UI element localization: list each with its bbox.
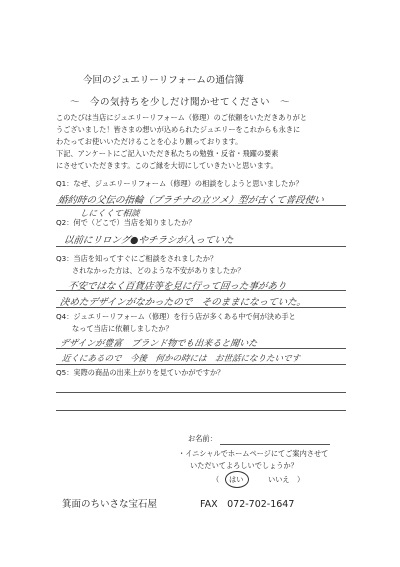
question-4: Q4：ジュエリーリフォーム（修理）を行う店が多くある中で何が決め手と — [56, 312, 296, 321]
answer-4-line-1: デザインが豊富 ブランド物でも出来ると聞いた — [59, 339, 258, 349]
answer-line — [56, 348, 346, 349]
form-title: 今回のジュエリーリフォームの通信簿 — [83, 75, 244, 86]
answer-1-line-1: 婚約時の父伝の指輪（プラチナの立ツメ）型が古くて普段使い — [57, 195, 325, 206]
answer-4-line-2: 近くにあるので 今後 何かの時には お世話になりたいです — [61, 354, 301, 364]
answer-3-line-1: 不安ではなく百貨店等を見に行って回った事があり — [67, 281, 288, 292]
name-label: お名前： — [188, 434, 217, 443]
answer-line — [56, 364, 346, 365]
intro-line: このたびは当店にジュエリーリフォーム（修理）のご依頼をいただきありがと — [56, 113, 308, 122]
question-3-sub: されなかった方は、どのような不安がありましたか？ — [72, 266, 245, 275]
option-yes[interactable]: はい — [229, 475, 244, 484]
options-open-paren: （ — [212, 475, 220, 484]
intro-line: にさせていただきます。このご縁を大切にしていきたいと思います。 — [56, 161, 278, 170]
form-subtitle: ～ 今の気持ちを少しだけ聞かせてください ～ — [70, 97, 291, 108]
intro-line: わたってお使いいただけることを心より願っております。 — [56, 137, 243, 146]
intro-line: 下記、アンケートにご記入いただき私たちの勉強・反省・飛躍の要素 — [56, 149, 279, 158]
answer-line — [56, 392, 346, 393]
answer-line — [56, 205, 346, 206]
answer-line — [56, 290, 346, 291]
options-close-paren: ） — [297, 475, 305, 484]
answer-line — [56, 410, 346, 411]
answer-1-line-2: しにくくて相談 — [79, 209, 141, 219]
question-2: Q2：何で（どこで）当店を知りましたか？ — [56, 218, 196, 227]
answer-line — [56, 307, 346, 308]
name-field-line — [220, 444, 330, 445]
intro-paragraph — [56, 112, 307, 172]
question-3: Q3：当店を知ってすぐにご相談をされましたか？ — [56, 254, 218, 263]
question-1: Q1：なぜ、ジュエリーリフォーム（修理）の相談をしようと思いましたか？ — [56, 179, 303, 188]
answer-2: 以前にリロング●やチラシが入っていた — [63, 235, 235, 246]
fax-number: FAX 072-702-1647 — [200, 499, 295, 510]
initial-note-line-1: ・イニシャルでホームページにてご案内させて — [178, 449, 329, 458]
shop-name: 箕面のちいさな宝石屋 — [62, 499, 158, 510]
question-4-sub: なって当店に依頼しましたか？ — [72, 324, 173, 333]
answer-line — [56, 246, 346, 247]
selected-circle-mark — [225, 471, 249, 488]
question-5: Q5：実際の商品の出来上がりを見ていかがですか？ — [56, 368, 225, 377]
initial-note-line-2: いただいてよろしいでしょうか？ — [190, 461, 298, 470]
intro-line: うございました！皆さまの想いが込められたジュエリーをこれからも永きに — [56, 125, 301, 134]
option-no[interactable]: いいえ — [268, 475, 290, 484]
answer-3-line-2: 決めたデザインがなかったので そのままになっていた。 — [59, 297, 307, 308]
